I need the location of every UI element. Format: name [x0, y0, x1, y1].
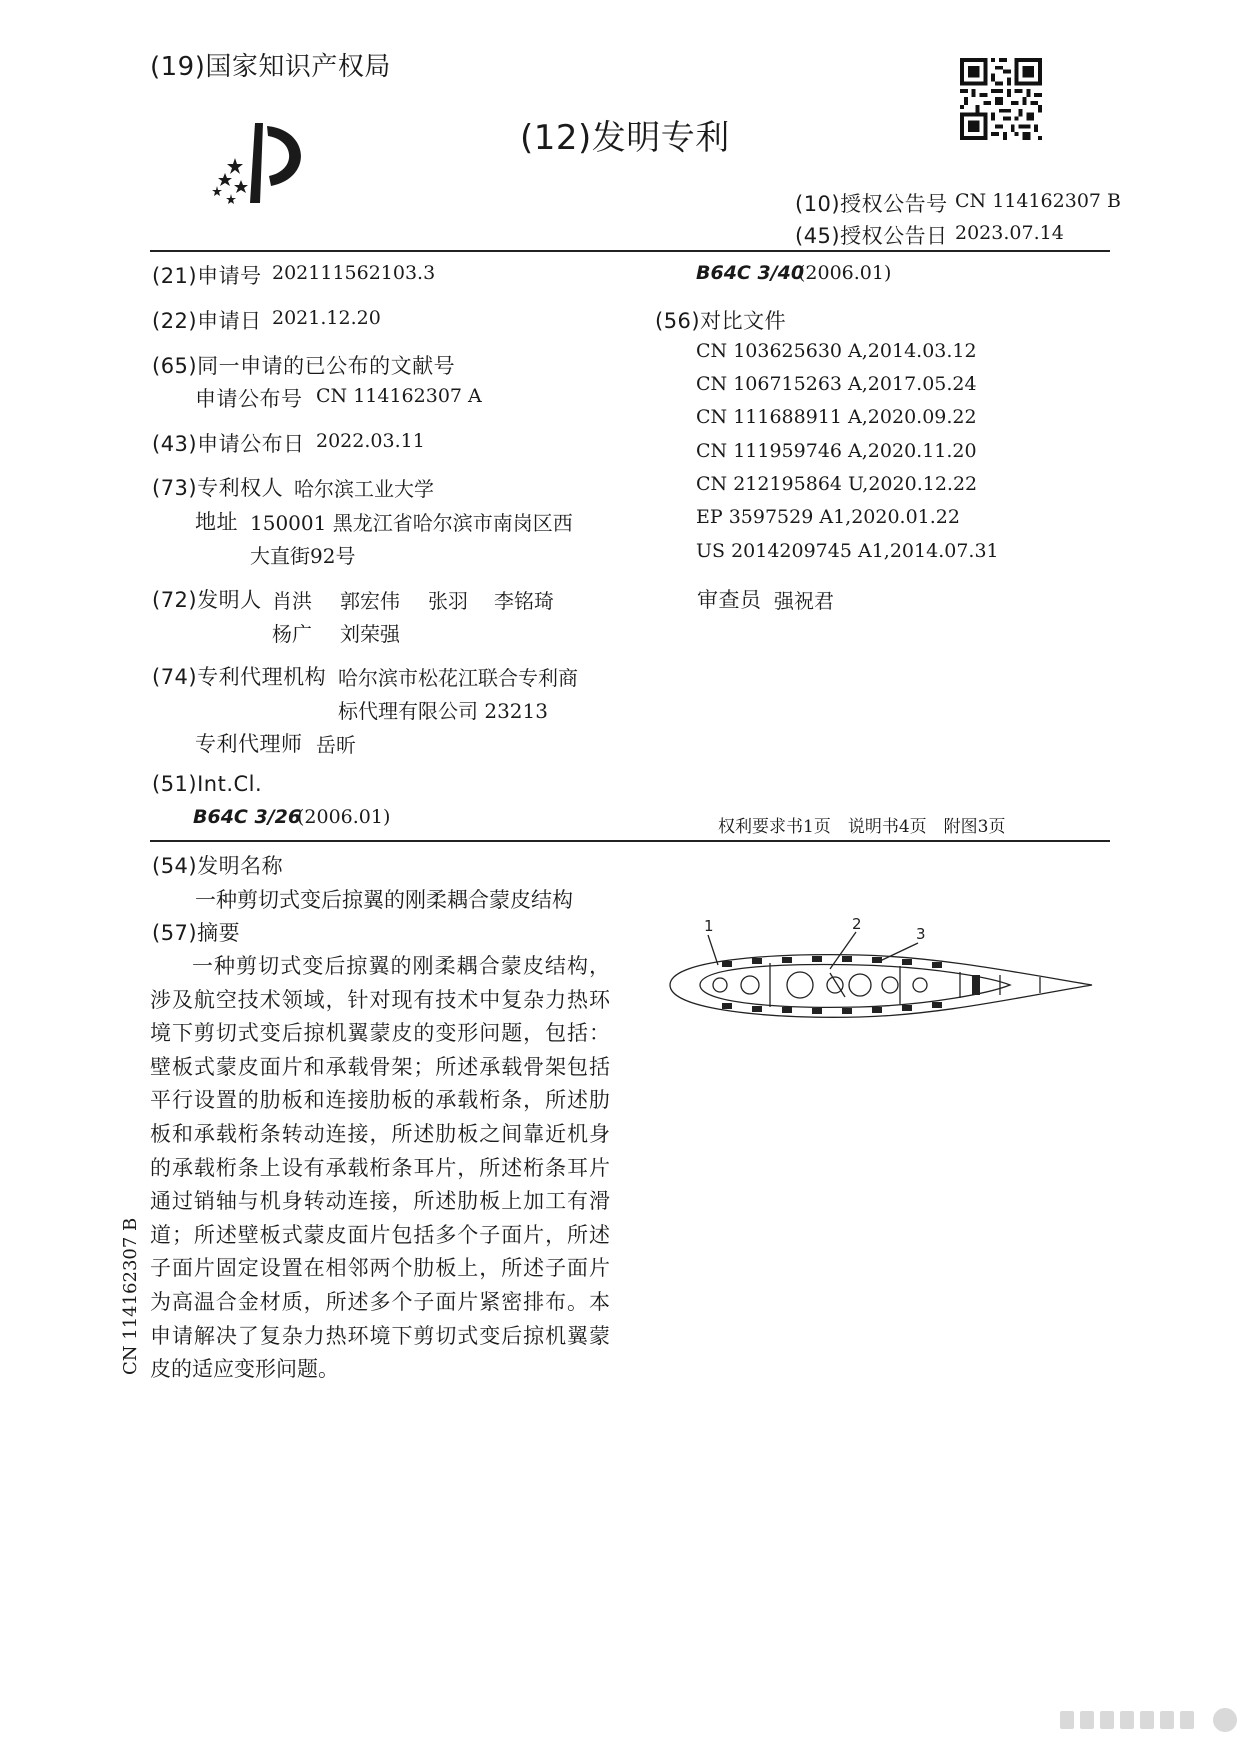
grant-date: 2023.07.14 — [955, 222, 1064, 244]
address-label: 地址 — [195, 510, 238, 534]
agency-line-1: 哈尔滨市松花江联合专利商 — [338, 666, 578, 690]
cited-reference: CN 111959746 A,2020.11.20 — [696, 440, 977, 462]
publication-number-label: 申请公布号 — [195, 387, 303, 411]
cited-reference: CN 111688911 A,2020.09.22 — [696, 406, 977, 428]
inventor-name: 郭宏伟 — [340, 589, 400, 613]
header-rule — [150, 250, 1110, 252]
application-date: 2021.12.20 — [272, 307, 381, 329]
publication-date-label: (43)申请公布日 — [152, 432, 305, 456]
cited-reference: CN 106715263 A,2017.05.24 — [696, 373, 977, 395]
agency-label: (74)专利代理机构 — [152, 665, 327, 689]
cnipa-logo — [205, 118, 330, 208]
cited-refs-label: (56)对比文件 — [655, 309, 787, 333]
inventors-label: (72)发明人 — [152, 588, 262, 612]
document-type: (12)发明专利 — [520, 118, 730, 158]
inventor-name: 肖洪 — [272, 589, 312, 613]
figure-label-3: 3 — [916, 925, 926, 943]
agent-label: 专利代理师 — [195, 732, 303, 756]
invention-title: 一种剪切式变后掠翼的刚柔耦合蒙皮结构 — [195, 888, 573, 912]
intcl-year: (2006.01) — [297, 806, 391, 828]
figure-label-2: 2 — [852, 915, 862, 933]
cited-reference: CN 212195864 U,2020.12.22 — [696, 473, 978, 495]
figure-label-1: 1 — [704, 917, 714, 935]
intcl-label: (51)Int.Cl. — [152, 772, 263, 796]
application-number: 202111562103.3 — [272, 262, 436, 284]
cited-reference: EP 3597529 A1,2020.01.22 — [696, 506, 960, 528]
application-number-label: (21)申请号 — [152, 264, 262, 288]
inventor-name: 刘荣强 — [340, 622, 400, 646]
patentee-label: (73)专利权人 — [152, 476, 284, 500]
publication-date: 2022.03.11 — [316, 430, 425, 452]
patentee: 哈尔滨工业大学 — [294, 477, 434, 501]
examiner-name: 强祝君 — [774, 589, 834, 613]
page-count: 权利要求书1页 说明书4页 附图3页 — [718, 817, 1006, 837]
publication-number: CN 114162307 A — [316, 385, 482, 407]
qr-code — [960, 58, 1042, 140]
grant-number-label: (10)授权公告号 — [795, 192, 948, 216]
agency-line-2: 标代理有限公司 23213 — [338, 699, 548, 723]
abstract-text: 一种剪切式变后掠翼的刚柔耦合蒙皮结构，涉及航空技术领域，针对现有技术中复杂力热环境下剪切式变后掠机翼蒙皮的变形问题，包括：壁板式蒙皮面片和承载骨架；所述承载骨架包括平行设置的肋板和连接肋板的承载桁条，所述肋板和承载桁条转动连接，所述肋板之间靠近机身的承载桁条上设有承载桁条耳片，所述桁条耳片通过销轴与机身转动连接，所述肋板上加工有滑道；所述壁板式蒙皮面片包括多个子面片，所述子面片固定设置在相邻两个肋板上，所述子面片为高温合金材质，所述多个子面片紧密排布。本申请解决了复杂力热环境下剪切式变后掠机翼蒙皮的适应变形问题。 — [150, 954, 610, 1382]
section-rule — [150, 840, 1110, 842]
airfoil-figure — [660, 915, 1100, 1030]
cited-reference: US 2014209745 A1,2014.07.31 — [696, 540, 999, 562]
intcl2-year: (2006.01) — [798, 262, 892, 284]
intcl2-code: B64C 3/40 — [696, 262, 805, 284]
inventor-name: 张羽 — [428, 589, 468, 613]
grant-number: CN 114162307 B — [955, 190, 1121, 212]
intcl-code: B64C 3/26 — [193, 806, 302, 828]
inventor-name: 杨广 — [272, 622, 312, 646]
grant-date-label: (45)授权公告日 — [795, 224, 948, 248]
watermark — [1060, 1705, 1250, 1735]
inventor-name: 李铭琦 — [494, 589, 554, 613]
address-line-1: 150001 黑龙江省哈尔滨市南岗区西 — [250, 511, 573, 535]
agent-name: 岳昕 — [316, 733, 356, 757]
abstract-label: (57)摘要 — [152, 921, 241, 945]
examiner-label: 审查员 — [697, 588, 762, 612]
invention-title-label: (54)发明名称 — [152, 854, 284, 878]
same-application-label: (65)同一申请的已公布的文献号 — [152, 354, 456, 378]
application-date-label: (22)申请日 — [152, 309, 262, 333]
cited-reference: CN 103625630 A,2014.03.12 — [696, 340, 977, 362]
address-line-2: 大直街92号 — [250, 544, 356, 568]
office-name: (19)国家知识产权局 — [150, 52, 391, 82]
side-patent-number: CN 114162307 B — [120, 1217, 141, 1375]
